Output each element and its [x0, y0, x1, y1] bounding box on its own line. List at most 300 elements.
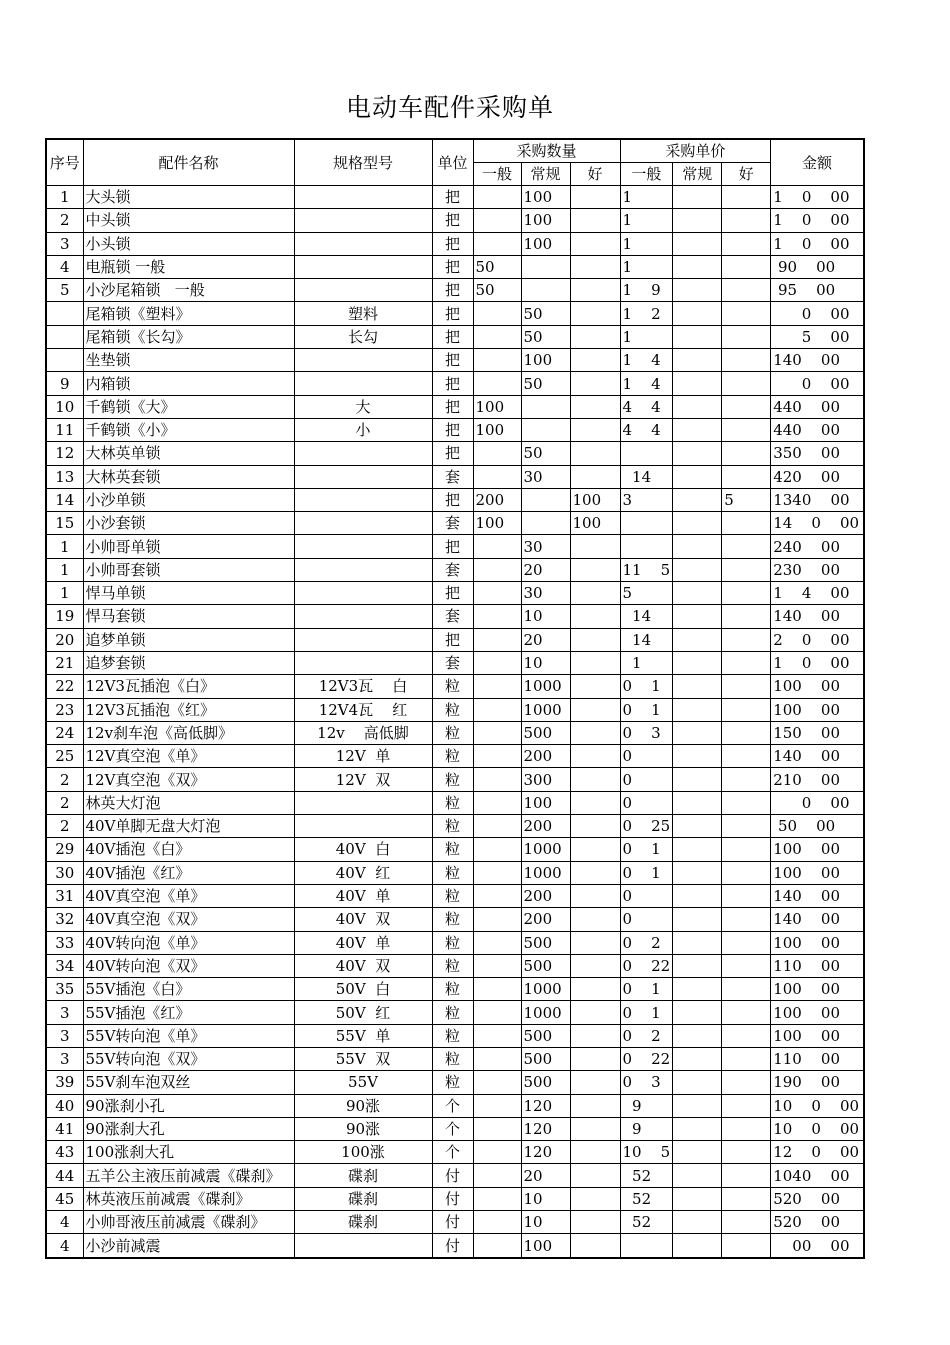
cell-qty-good	[570, 1187, 620, 1210]
cell-price-general: 0	[620, 768, 673, 791]
cell-spec	[294, 605, 432, 628]
cell-qty-regular: 20	[521, 628, 570, 651]
cell-price-good	[722, 1187, 771, 1210]
cell-amount: 100 00	[771, 978, 864, 1001]
cell-price-regular	[673, 582, 722, 605]
cell-qty-general	[473, 1117, 521, 1140]
cell-qty-regular: 200	[521, 815, 570, 838]
cell-spec	[294, 628, 432, 651]
cell-name: 小沙套锁	[83, 512, 294, 535]
cell-spec: 碟刹	[294, 1187, 432, 1210]
cell-qty-general: 100	[473, 512, 521, 535]
cell-spec: 55V	[294, 1071, 432, 1094]
cell-qty-good	[570, 1211, 620, 1234]
cell-price-regular	[673, 512, 722, 535]
cell-price-regular	[673, 302, 722, 325]
cell-name: 小头锁	[83, 232, 294, 255]
cell-spec: 12V 单	[294, 745, 432, 768]
cell-name: 100涨刹大孔	[83, 1141, 294, 1164]
cell-amount: 0 00	[771, 791, 864, 814]
cell-amount: 520 00	[771, 1211, 864, 1234]
cell-name: 55V插泡《红》	[83, 1001, 294, 1024]
cell-price-regular	[673, 349, 722, 372]
cell-amount: 100 00	[771, 675, 864, 698]
cell-unit: 粒	[432, 768, 473, 791]
cell-amount: 100 00	[771, 861, 864, 884]
table-row	[46, 1234, 864, 1258]
cell-price-regular	[673, 698, 722, 721]
cell-qty-regular: 1000	[521, 1001, 570, 1024]
cell-amount: 440 00	[771, 418, 864, 441]
cell-name: 追梦单锁	[83, 628, 294, 651]
cell-qty-good	[570, 232, 620, 255]
cell-spec: 12V3瓦 白	[294, 675, 432, 698]
cell-price-good	[722, 931, 771, 954]
cell-seq: 2	[46, 815, 83, 838]
cell-price-regular	[673, 768, 722, 791]
cell-price-general: 0 2	[620, 1024, 673, 1047]
cell-seq: 21	[46, 651, 83, 674]
cell-price-regular	[673, 465, 722, 488]
cell-spec	[294, 488, 432, 511]
cell-qty-regular: 1000	[521, 861, 570, 884]
cell-unit: 粒	[432, 815, 473, 838]
cell-price-general: 0 1	[620, 698, 673, 721]
cell-amount: 520 00	[771, 1187, 864, 1210]
cell-price-good	[722, 1001, 771, 1024]
cell-qty-general	[473, 791, 521, 814]
cell-qty-general	[473, 302, 521, 325]
cell-price-regular	[673, 488, 722, 511]
cell-unit: 把	[432, 279, 473, 302]
cell-price-good	[722, 815, 771, 838]
cell-qty-good	[570, 954, 620, 977]
cell-price-regular	[673, 1211, 722, 1234]
cell-amount: 14 0 00	[771, 512, 864, 535]
cell-spec	[294, 349, 432, 372]
cell-price-regular	[673, 1117, 722, 1140]
cell-qty-general	[473, 815, 521, 838]
cell-qty-regular: 30	[521, 535, 570, 558]
cell-qty-general	[473, 1164, 521, 1187]
cell-qty-regular: 20	[521, 1164, 570, 1187]
cell-price-general: 0 1	[620, 675, 673, 698]
cell-qty-general: 50	[473, 255, 521, 278]
cell-price-regular	[673, 721, 722, 744]
cell-name: 90涨刹小孔	[83, 1094, 294, 1117]
cell-name: 悍马单锁	[83, 582, 294, 605]
cell-price-general: 0 22	[620, 1047, 673, 1070]
cell-price-regular	[673, 1141, 722, 1164]
page-title: 电动车配件采购单	[345, 93, 554, 122]
cell-qty-good	[570, 186, 620, 209]
cell-price-general: 3	[620, 488, 673, 511]
cell-name: 大林英单锁	[83, 442, 294, 465]
cell-price-good	[722, 302, 771, 325]
cell-qty-general: 50	[473, 279, 521, 302]
cell-amount: 2 0 00	[771, 628, 864, 651]
cell-qty-regular: 100	[521, 349, 570, 372]
cell-qty-regular: 1000	[521, 978, 570, 1001]
cell-spec	[294, 1234, 432, 1258]
cell-qty-general	[473, 721, 521, 744]
cell-amount: 100 00	[771, 1024, 864, 1047]
cell-seq: 45	[46, 1187, 83, 1210]
cell-name: 12V真空泡《双》	[83, 768, 294, 791]
cell-qty-general	[473, 465, 521, 488]
cell-spec: 40V 单	[294, 931, 432, 954]
cell-name: 12V真空泡《单》	[83, 745, 294, 768]
cell-qty-good	[570, 931, 620, 954]
cell-qty-good	[570, 255, 620, 278]
cell-spec	[294, 791, 432, 814]
cell-price-good	[722, 465, 771, 488]
cell-spec: 50V 白	[294, 978, 432, 1001]
table-row	[46, 1141, 864, 1164]
cell-qty-general	[473, 1234, 521, 1258]
cell-seq: 31	[46, 884, 83, 907]
cell-amount: 350 00	[771, 442, 864, 465]
cell-seq: 1	[46, 535, 83, 558]
cell-spec	[294, 815, 432, 838]
cell-name: 90涨刹大孔	[83, 1117, 294, 1140]
cell-unit: 把	[432, 582, 473, 605]
cell-price-good	[722, 349, 771, 372]
cell-price-regular	[673, 861, 722, 884]
cell-seq: 43	[46, 1141, 83, 1164]
cell-spec	[294, 651, 432, 674]
cell-qty-general	[473, 768, 521, 791]
cell-price-general: 4 4	[620, 395, 673, 418]
cell-price-regular	[673, 815, 722, 838]
cell-qty-general	[473, 1141, 521, 1164]
table-row	[46, 605, 864, 628]
cell-qty-good	[570, 372, 620, 395]
cell-spec: 40V 双	[294, 954, 432, 977]
cell-spec: 12v 高低脚	[294, 721, 432, 744]
table-row	[46, 978, 864, 1001]
table-row	[46, 349, 864, 372]
cell-qty-good	[570, 1117, 620, 1140]
cell-qty-regular: 1000	[521, 675, 570, 698]
cell-qty-regular: 10	[521, 1187, 570, 1210]
cell-price-general: 1	[620, 255, 673, 278]
cell-price-good	[722, 954, 771, 977]
cell-qty-general	[473, 349, 521, 372]
cell-amount: 100 00	[771, 931, 864, 954]
cell-seq: 15	[46, 512, 83, 535]
cell-qty-good	[570, 465, 620, 488]
cell-unit: 把	[432, 302, 473, 325]
cell-price-general	[620, 1234, 673, 1258]
cell-name: 40V转向泡《双》	[83, 954, 294, 977]
cell-unit: 付	[432, 1211, 473, 1234]
cell-name: 55V刹车泡双丝	[83, 1071, 294, 1094]
cell-price-regular	[673, 1047, 722, 1070]
cell-seq: 25	[46, 745, 83, 768]
header-price-regular: 常规	[673, 163, 722, 186]
cell-spec: 55V 双	[294, 1047, 432, 1070]
header-seq: 序号	[46, 139, 83, 186]
cell-qty-regular	[521, 488, 570, 511]
cell-qty-general	[473, 861, 521, 884]
cell-unit: 粒	[432, 745, 473, 768]
cell-unit: 粒	[432, 954, 473, 977]
cell-qty-regular: 30	[521, 582, 570, 605]
table-row	[46, 651, 864, 674]
cell-price-good	[722, 209, 771, 232]
cell-amount: 1 0 00	[771, 232, 864, 255]
table-row	[46, 1187, 864, 1210]
cell-amount: 140 00	[771, 745, 864, 768]
cell-seq: 35	[46, 978, 83, 1001]
cell-price-general	[620, 512, 673, 535]
cell-name: 千鹤锁《小》	[83, 418, 294, 441]
cell-amount: 140 00	[771, 605, 864, 628]
cell-price-regular	[673, 535, 722, 558]
cell-qty-good	[570, 861, 620, 884]
cell-price-regular	[673, 954, 722, 977]
cell-price-good	[722, 605, 771, 628]
cell-name: 12V3瓦插泡《白》	[83, 675, 294, 698]
cell-name: 小沙尾箱锁 一般	[83, 279, 294, 302]
cell-seq: 22	[46, 675, 83, 698]
cell-qty-good	[570, 1164, 620, 1187]
cell-amount: 100 00	[771, 838, 864, 861]
cell-spec: 40V 单	[294, 884, 432, 907]
cell-qty-good	[570, 1001, 620, 1024]
cell-spec	[294, 232, 432, 255]
cell-name: 大头锁	[83, 186, 294, 209]
cell-qty-regular: 500	[521, 1071, 570, 1094]
table-row	[46, 745, 864, 768]
cell-name: 千鹤锁《大》	[83, 395, 294, 418]
cell-seq: 5	[46, 279, 83, 302]
cell-price-regular	[673, 628, 722, 651]
cell-unit: 粒	[432, 721, 473, 744]
cell-unit: 粒	[432, 1071, 473, 1094]
cell-spec: 小	[294, 418, 432, 441]
cell-qty-good	[570, 582, 620, 605]
cell-qty-regular: 120	[521, 1117, 570, 1140]
cell-unit: 把	[432, 255, 473, 278]
cell-amount: 0 00	[771, 372, 864, 395]
table-row	[46, 442, 864, 465]
cell-price-general: 11 5	[620, 558, 673, 581]
cell-price-good	[722, 186, 771, 209]
cell-seq: 41	[46, 1117, 83, 1140]
cell-unit: 把	[432, 325, 473, 348]
cell-price-general: 1 2	[620, 302, 673, 325]
table-row	[46, 954, 864, 977]
cell-seq: 2	[46, 768, 83, 791]
cell-qty-general	[473, 675, 521, 698]
cell-qty-regular: 50	[521, 442, 570, 465]
cell-qty-general	[473, 605, 521, 628]
cell-seq: 14	[46, 488, 83, 511]
cell-spec: 碟刹	[294, 1164, 432, 1187]
cell-spec	[294, 255, 432, 278]
cell-name: 55V转向泡《单》	[83, 1024, 294, 1047]
cell-amount: 110 00	[771, 954, 864, 977]
cell-unit: 把	[432, 232, 473, 255]
table-row	[46, 465, 864, 488]
cell-amount: 190 00	[771, 1071, 864, 1094]
cell-name: 40V转向泡《单》	[83, 931, 294, 954]
cell-qty-good	[570, 1071, 620, 1094]
table-row	[46, 768, 864, 791]
cell-price-regular	[673, 232, 722, 255]
table-body	[46, 186, 864, 1258]
cell-price-general: 14	[620, 465, 673, 488]
cell-qty-general	[473, 442, 521, 465]
cell-seq: 24	[46, 721, 83, 744]
cell-spec	[294, 279, 432, 302]
cell-name: 林英液压前减震《碟刹》	[83, 1187, 294, 1210]
cell-seq: 39	[46, 1071, 83, 1094]
cell-qty-regular: 120	[521, 1141, 570, 1164]
table-row	[46, 698, 864, 721]
cell-seq: 34	[46, 954, 83, 977]
cell-amount: 140 00	[771, 908, 864, 931]
cell-price-regular	[673, 908, 722, 931]
cell-seq: 44	[46, 1164, 83, 1187]
cell-seq: 23	[46, 698, 83, 721]
cell-price-good	[722, 698, 771, 721]
cell-qty-regular: 50	[521, 302, 570, 325]
table-row	[46, 791, 864, 814]
cell-qty-good	[570, 978, 620, 1001]
table-row	[46, 325, 864, 348]
cell-qty-good	[570, 698, 620, 721]
cell-price-general: 14	[620, 628, 673, 651]
cell-seq: 40	[46, 1094, 83, 1117]
cell-qty-good	[570, 349, 620, 372]
cell-qty-good: 100	[570, 488, 620, 511]
cell-qty-regular: 200	[521, 884, 570, 907]
cell-price-good	[722, 325, 771, 348]
cell-price-good	[722, 721, 771, 744]
cell-seq: 10	[46, 395, 83, 418]
cell-amount: 110 00	[771, 1047, 864, 1070]
cell-seq: 3	[46, 1024, 83, 1047]
cell-amount: 90 00	[771, 255, 864, 278]
cell-price-regular	[673, 255, 722, 278]
cell-qty-good	[570, 325, 620, 348]
purchase-table	[45, 138, 865, 1259]
cell-price-good	[722, 395, 771, 418]
cell-amount: 440 00	[771, 395, 864, 418]
table-row	[46, 209, 864, 232]
cell-qty-regular: 500	[521, 1024, 570, 1047]
cell-unit: 粒	[432, 861, 473, 884]
cell-name: 40V真空泡《双》	[83, 908, 294, 931]
cell-qty-general	[473, 1024, 521, 1047]
cell-amount: 100 00	[771, 1001, 864, 1024]
cell-qty-regular	[521, 512, 570, 535]
cell-qty-good: 100	[570, 512, 620, 535]
cell-price-general: 1 4	[620, 349, 673, 372]
cell-qty-general	[473, 325, 521, 348]
cell-seq: 4	[46, 1211, 83, 1234]
cell-price-general	[620, 442, 673, 465]
cell-qty-good	[570, 628, 620, 651]
table-row	[46, 1117, 864, 1140]
cell-spec: 40V 双	[294, 908, 432, 931]
cell-price-good	[722, 558, 771, 581]
cell-spec: 碟刹	[294, 1211, 432, 1234]
cell-name: 12v刹车泡《高低脚》	[83, 721, 294, 744]
cell-price-regular	[673, 745, 722, 768]
cell-seq	[46, 325, 83, 348]
cell-unit: 套	[432, 651, 473, 674]
cell-unit: 粒	[432, 1047, 473, 1070]
cell-qty-regular: 500	[521, 954, 570, 977]
cell-seq	[46, 349, 83, 372]
cell-seq: 4	[46, 1234, 83, 1258]
cell-amount: 00 00	[771, 1234, 864, 1258]
cell-price-regular	[673, 651, 722, 674]
cell-qty-good	[570, 884, 620, 907]
cell-price-good	[722, 1211, 771, 1234]
cell-amount: 0 00	[771, 302, 864, 325]
cell-qty-good	[570, 442, 620, 465]
cell-qty-good	[570, 768, 620, 791]
cell-amount: 95 00	[771, 279, 864, 302]
cell-unit: 把	[432, 488, 473, 511]
cell-unit: 把	[432, 372, 473, 395]
header-qty-regular: 常规	[521, 163, 570, 186]
cell-price-general: 1	[620, 651, 673, 674]
cell-qty-regular	[521, 418, 570, 441]
cell-name: 小沙前减震	[83, 1234, 294, 1258]
cell-qty-regular: 10	[521, 605, 570, 628]
cell-amount: 12 0 00	[771, 1141, 864, 1164]
cell-price-good	[722, 442, 771, 465]
cell-qty-regular: 100	[521, 209, 570, 232]
cell-price-general: 1 4	[620, 372, 673, 395]
cell-qty-general: 100	[473, 395, 521, 418]
cell-name: 小帅哥套锁	[83, 558, 294, 581]
cell-amount: 240 00	[771, 535, 864, 558]
cell-qty-general	[473, 698, 521, 721]
cell-seq: 1	[46, 186, 83, 209]
cell-price-general: 0 2	[620, 931, 673, 954]
table-row	[46, 582, 864, 605]
cell-price-good	[722, 1024, 771, 1047]
cell-seq: 4	[46, 255, 83, 278]
cell-price-general: 0	[620, 908, 673, 931]
cell-name: 小沙单锁	[83, 488, 294, 511]
header-qty-good: 好	[570, 163, 620, 186]
cell-qty-general	[473, 582, 521, 605]
cell-qty-general: 100	[473, 418, 521, 441]
cell-seq: 32	[46, 908, 83, 931]
cell-price-regular	[673, 1001, 722, 1024]
cell-qty-regular	[521, 279, 570, 302]
table-row	[46, 1047, 864, 1070]
cell-price-general: 0 1	[620, 861, 673, 884]
cell-amount: 150 00	[771, 721, 864, 744]
table-row	[46, 1024, 864, 1047]
cell-spec: 90涨	[294, 1117, 432, 1140]
cell-price-general: 0 25	[620, 815, 673, 838]
cell-qty-general	[473, 1001, 521, 1024]
table-row	[46, 1211, 864, 1234]
cell-seq: 3	[46, 232, 83, 255]
cell-price-good	[722, 908, 771, 931]
cell-price-general: 52	[620, 1164, 673, 1187]
